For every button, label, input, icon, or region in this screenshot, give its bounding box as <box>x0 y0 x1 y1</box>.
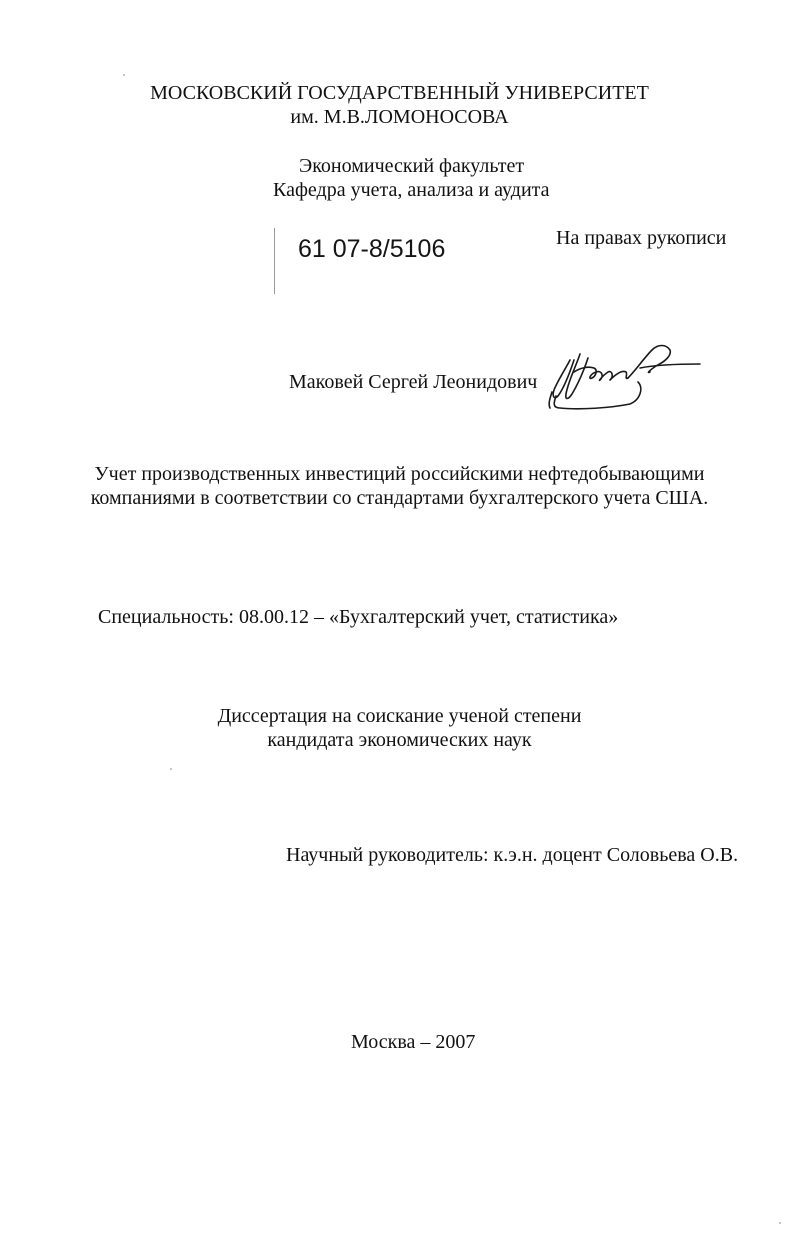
author-signature <box>540 338 715 414</box>
university-header <box>0 81 799 129</box>
library-stamp <box>274 228 474 296</box>
supervisor: Научный руководитель: к.э.н. доцент Соловьева О.В. <box>286 844 739 866</box>
title-line-2: компаниями в соответствии со стандартами бухгалтерского учета США. <box>90 487 709 509</box>
department-name: Кафедра учета, анализа и аудита <box>273 179 550 201</box>
specialty: Специальность: 08.00.12 – «Бухгалтерский учет, статистика» <box>98 606 619 628</box>
stamp-catalog-number: 61 07-8/5106 <box>298 235 446 263</box>
degree-line-1: Диссертация на соискание ученой степени <box>217 705 582 727</box>
title-line-1: Учет производственных инвестиций российскими нефтедобывающими <box>94 463 705 485</box>
author-name: Маковей Сергей Леонидович <box>289 371 538 393</box>
degree-line-2: кандидата экономических наук <box>267 729 532 751</box>
scan-speck <box>123 74 125 76</box>
scan-speck <box>779 1222 781 1224</box>
faculty-name: Экономический факультет <box>299 155 525 177</box>
university-name: МОСКОВСКИЙ ГОСУДАРСТВЕННЫЙ УНИВЕРСИТЕТ <box>150 82 649 104</box>
stamp-margin-line <box>274 228 275 294</box>
dissertation-title <box>0 462 799 510</box>
place-year: Москва – 2007 <box>351 1031 476 1053</box>
scan-speck <box>170 768 172 770</box>
manuscript-note: На правах рукописи <box>556 227 727 249</box>
university-named-after: им. М.В.ЛОМОНОСОВА <box>290 106 509 128</box>
degree-statement <box>0 704 799 752</box>
